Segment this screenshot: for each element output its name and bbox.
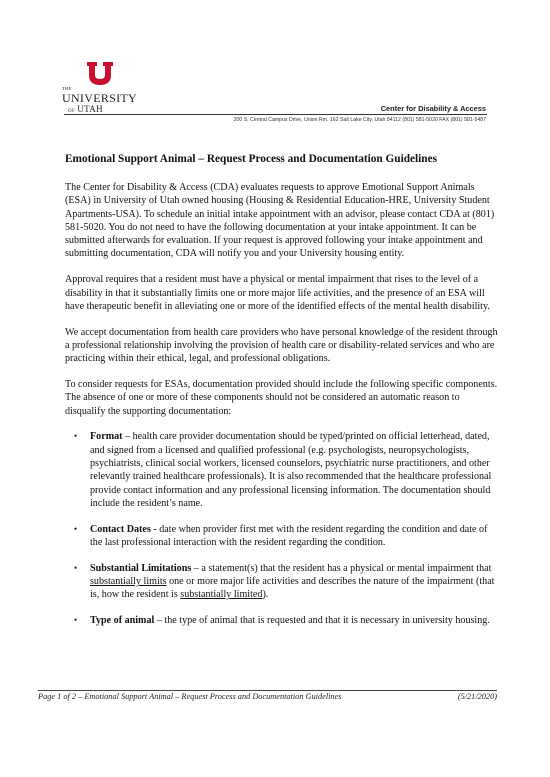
document-body [65, 153, 499, 640]
paragraph-providers: We accept documentation from health care providers who have personal knowledge of the resident through a professional relationship involving the provision of health care or disability-related services and who are practicing within their ethical, legal, and professional obligations. [65, 326, 498, 365]
bullet-icon: • [74, 615, 78, 626]
footer-date: (5/21/2020) [457, 692, 497, 701]
header-divider [64, 114, 487, 115]
list-text: ). [262, 589, 269, 601]
document-title: Emotional Support Animal – Request Process and Documentation Guidelines [65, 153, 437, 165]
list-term: Format [90, 431, 123, 443]
logo-of-utah [68, 104, 103, 114]
footer-page-info: Page 1 of 2 – Emotional Support Animal – Request Process and Documentation Guidelines [38, 692, 342, 701]
list-item-substantial-limitations [74, 562, 499, 602]
list-text: – a statement(s) that the resident has a physical or mental impairment that [191, 562, 492, 574]
requirements-list [65, 430, 499, 627]
page-footer [38, 690, 497, 701]
logo-utah: UTAH [77, 104, 104, 114]
list-item-type-of-animal [74, 614, 499, 627]
block-u-icon [86, 62, 114, 86]
logo-university: UNIVERSITY [62, 91, 137, 105]
list-text: date when provider first met with the resident regarding the condition and date of the last professional interaction with the resident regarding the condition. [90, 523, 488, 549]
underlined-text: substantially limits [90, 576, 167, 588]
list-item-format [74, 430, 499, 510]
list-term: Type of animal [90, 615, 155, 627]
university-logo [62, 62, 142, 114]
bullet-icon: • [74, 523, 78, 534]
center-name: Center for Disability & Access [380, 104, 486, 113]
underlined-text: substantially limited [180, 589, 263, 601]
bullet-icon: • [74, 431, 78, 442]
list-text: one or more major life activities and describes the nature of the impairment (that is, how the resident is [90, 576, 495, 601]
paragraph-intro: The Center for Disability & Access (CDA) evaluates requests to approve Emotional Support Animals (ESA) in University of Utah owned housing (Housing & Residential Education-HRE, University Student Apartments-USA). To schedule an initial intake appointment with an advisor, please contact CDA at (801) 581-5020. You do not need to have the following documentation at your intake appointment. It can be submitted afterwards for evaluation. If your request is approved following your intake appointment and submitting documentation, CDA will notify you and your University housing entity. [65, 182, 495, 260]
logo-of: OF [68, 109, 76, 114]
list-text: – the type of animal that is requested and that it is necessary in university housing. [154, 615, 490, 627]
paragraph-components: To consider requests for ESAs, documentation provided should include the following specific components. The absence of one or more of these components should not be considered an automatic reason to disqualify the supporting documentation: [65, 379, 498, 417]
bullet-icon: • [74, 562, 78, 573]
list-text: – health care provider documentation should be typed/printed on official letterhead, dated, and signed from a licensed and qualified professional (e.g. psychologists, neuropsychologists, psychiatrists, clinical social workers, licensed counselors, psychiatric nurse practitioners, and other relevantly trained healthcare professionals). It is also recommended that the healthcare professional provide contact information and any professional licensing information. The documentation should include the resident’s name. [90, 431, 492, 509]
list-item-contact-dates [74, 523, 499, 550]
logo-the: THE [62, 86, 72, 91]
list-term: Substantial Limitations [90, 562, 192, 574]
list-term: Contact Dates - [90, 523, 157, 535]
center-address: 200 S. Central Campus Drive, Union Rm. 162 Salt Lake City, Utah 84112 (801) 581-5020 FAX (801) 581-5487 [233, 117, 486, 123]
paragraph-approval: Approval requires that a resident must have a physical or mental impairment that rises to the level of a disability in that it substantially limits one or more major life activities, and the presence of an ESA will have therapeutic benefit in alleviating one or more of the identified effects of the mental health disability. [65, 274, 490, 312]
